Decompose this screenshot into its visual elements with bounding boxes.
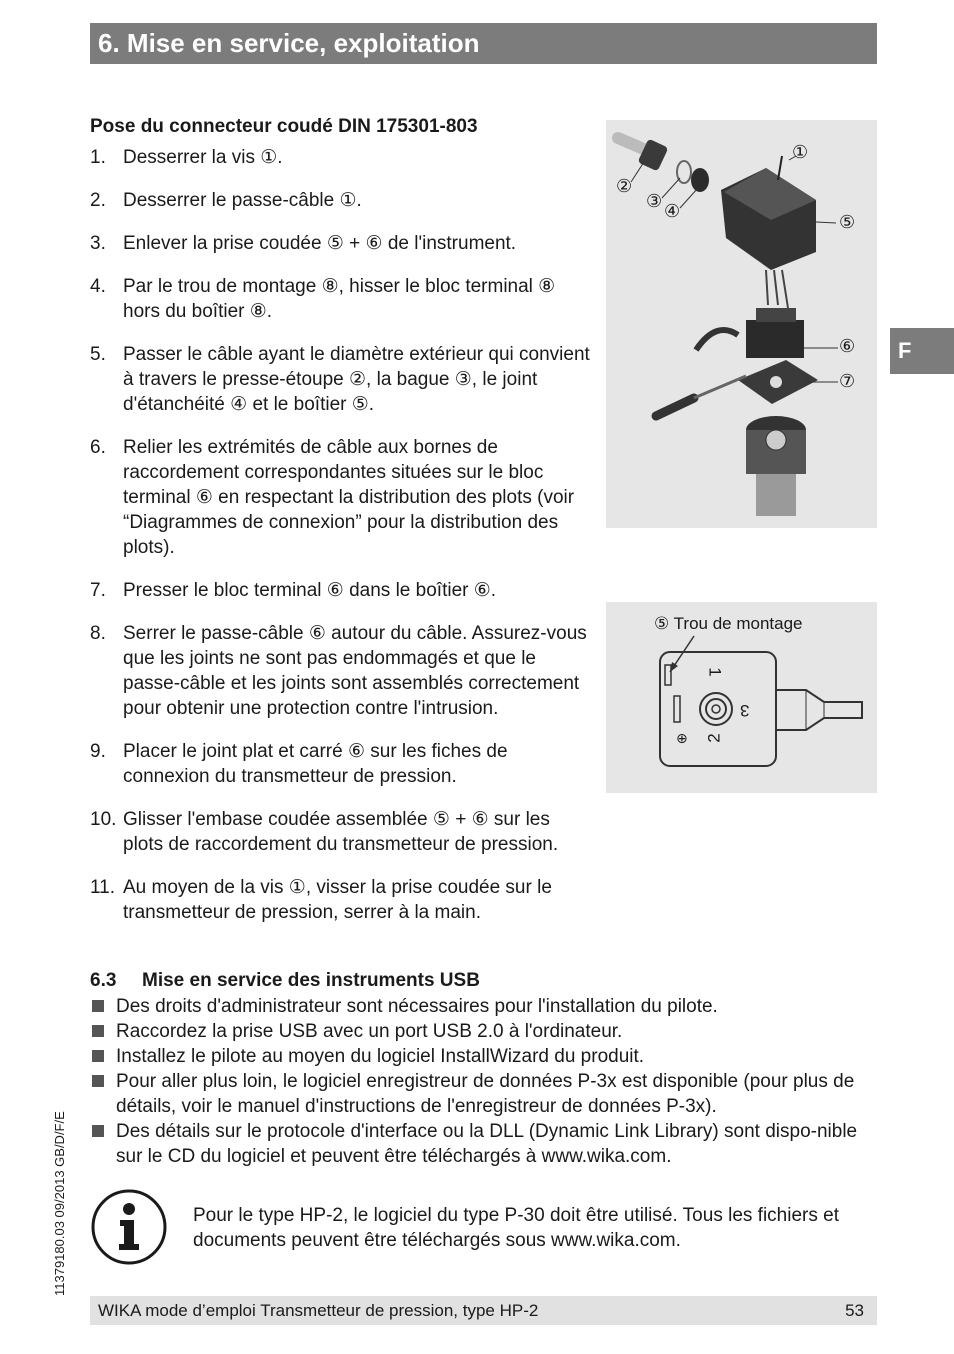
document-code: 11379180.03 09/2013 GB/D/F/E: [52, 1111, 67, 1296]
usb-section-number: 6.3: [90, 970, 117, 991]
mounting-hole-caption: ⑤ Trou de montage: [654, 614, 803, 633]
pin-label-3: 3: [740, 701, 750, 720]
bullet-square-icon: [92, 1050, 104, 1062]
step-text: Placer le joint plat et carré ⑥ sur les fiches de connexion du transmetteur de pression.: [123, 741, 508, 787]
page-footer: [90, 1296, 877, 1325]
callout-7: ⑦: [839, 371, 856, 391]
list-item: [90, 1119, 880, 1169]
steps-list: [90, 145, 590, 943]
exploded-connector-figure: [606, 120, 877, 528]
list-item: [90, 231, 590, 256]
step-number: 7.: [90, 580, 106, 601]
language-tab-label: F: [898, 338, 912, 363]
list-item: [90, 578, 590, 603]
step-text: Par le trou de montage ⑧, hisser le bloc terminal ⑧ hors du boîtier ⑧.: [123, 276, 556, 322]
page-number: 53: [845, 1301, 864, 1320]
bullet-text: Raccordez la prise USB avec un port USB 2.0 à l'ordinateur.: [116, 1021, 623, 1042]
usb-section-title: Mise en service des instruments USB: [142, 970, 480, 991]
callout-5: ⑤: [839, 212, 856, 232]
ground-symbol: ⊕: [676, 730, 688, 746]
callout-1: ①: [792, 142, 809, 162]
step-text: Passer le câble ayant le diamètre extérieur qui convient à travers le presse-étoupe ②, la bague ③, le joint d'étanchéité ④ et le boîtier ⑤.: [123, 344, 590, 415]
info-icon: [90, 1188, 168, 1266]
step-text: Au moyen de la vis ①, visser la prise coudée sur le transmetteur de pression, serrer à la main.: [123, 877, 552, 923]
list-item: [90, 807, 590, 857]
info-note-text: Pour le type HP-2, le logiciel du type P-30 doit être utilisé. Tous les fichiers et documents peuvent être téléchargés sous www.wika.com.: [193, 1205, 839, 1251]
bullet-text: Des détails sur le protocole d'interface ou la DLL (Dynamic Link Library) sont dispo-nible sur le CD du logiciel et peuvent être téléchargés à www.wika.com.: [116, 1121, 858, 1167]
step-number: 4.: [90, 276, 106, 297]
step-text: Desserrer le passe-câble ①.: [123, 190, 362, 211]
list-item: [90, 342, 590, 417]
list-item: [90, 739, 590, 789]
step-text: Serrer le passe-câble ⑥ autour du câble. Assurez-vous que les joints ne sont pas endommagés et que le passe-câble et les joints sont assemblés correctement pour obtenir une protection contre l'intrusion.: [123, 623, 587, 719]
step-number: 9.: [90, 741, 106, 762]
bullet-text: Des droits d'administrateur sont nécessaires pour l'installation du pilote.: [116, 996, 718, 1017]
step-text: Desserrer la vis ①.: [123, 147, 283, 168]
step-text: Relier les extrémités de câble aux bornes de raccordement correspondantes situées sur le bloc terminal ⑥ en respectant la distribution des plots (voir “Diagrammes de connexion” pour la distribution des plots).: [123, 437, 575, 558]
callout-4: ④: [664, 201, 681, 221]
step-text: Glisser l'embase coudée assemblée ⑤ + ⑥ sur les plots de raccordement du transmetteur de pression.: [123, 809, 559, 855]
list-item: [90, 1044, 880, 1069]
bullet-square-icon: [92, 1075, 104, 1087]
step-number: 6.: [90, 437, 106, 458]
list-item: [90, 1069, 880, 1119]
step-number: 11.: [90, 877, 116, 898]
step-text: Enlever la prise coudée ⑤ + ⑥ de l'instrument.: [123, 233, 517, 254]
bullet-square-icon: [92, 1000, 104, 1012]
step-text: Presser le bloc terminal ⑥ dans le boîtier ⑥.: [123, 580, 497, 601]
step-number: 2.: [90, 190, 106, 211]
callout-2: ②: [616, 176, 633, 196]
list-item: [90, 145, 590, 170]
pin-label-2: 2: [704, 733, 724, 743]
step-number: 8.: [90, 623, 106, 644]
bullet-square-icon: [92, 1025, 104, 1037]
list-item: [90, 621, 590, 721]
list-item: [90, 188, 590, 213]
bullet-text: Pour aller plus loin, le logiciel enregistreur de données P-3x est disponible (pour plus de détails, voir le manuel d'instructions de l'enregistreur de données P-3x).: [116, 1071, 855, 1117]
step-number: 5.: [90, 344, 106, 365]
bullet-square-icon: [92, 1125, 104, 1137]
list-item: [90, 875, 590, 925]
list-item: [90, 435, 590, 560]
exploded-connector-drawing: [606, 120, 877, 528]
mounting-hole-figure: [606, 602, 877, 793]
section-title: Pose du connecteur coudé DIN 175301-803: [90, 116, 478, 137]
step-number: 1.: [90, 147, 106, 168]
bullet-text: Installez le pilote au moyen du logiciel InstallWizard du produit.: [116, 1046, 645, 1067]
usb-bullet-list: [90, 994, 880, 1169]
step-number: 10.: [90, 809, 117, 830]
connector-face-drawing: [606, 602, 877, 793]
footer-title: WIKA mode d’emploi Transmetteur de pression, type HP-2: [98, 1301, 539, 1320]
step-number: 3.: [90, 233, 106, 254]
chapter-header: [90, 23, 877, 64]
callout-6: ⑥: [839, 336, 856, 356]
pin-label-1: 1: [705, 667, 725, 677]
language-tab: [890, 328, 954, 374]
chapter-title: 6. Mise en service, exploitation: [98, 28, 480, 58]
list-item: [90, 1019, 880, 1044]
list-item: [90, 274, 590, 324]
callout-3: ③: [646, 191, 663, 211]
list-item: [90, 994, 880, 1019]
usb-section-heading: [90, 970, 480, 992]
